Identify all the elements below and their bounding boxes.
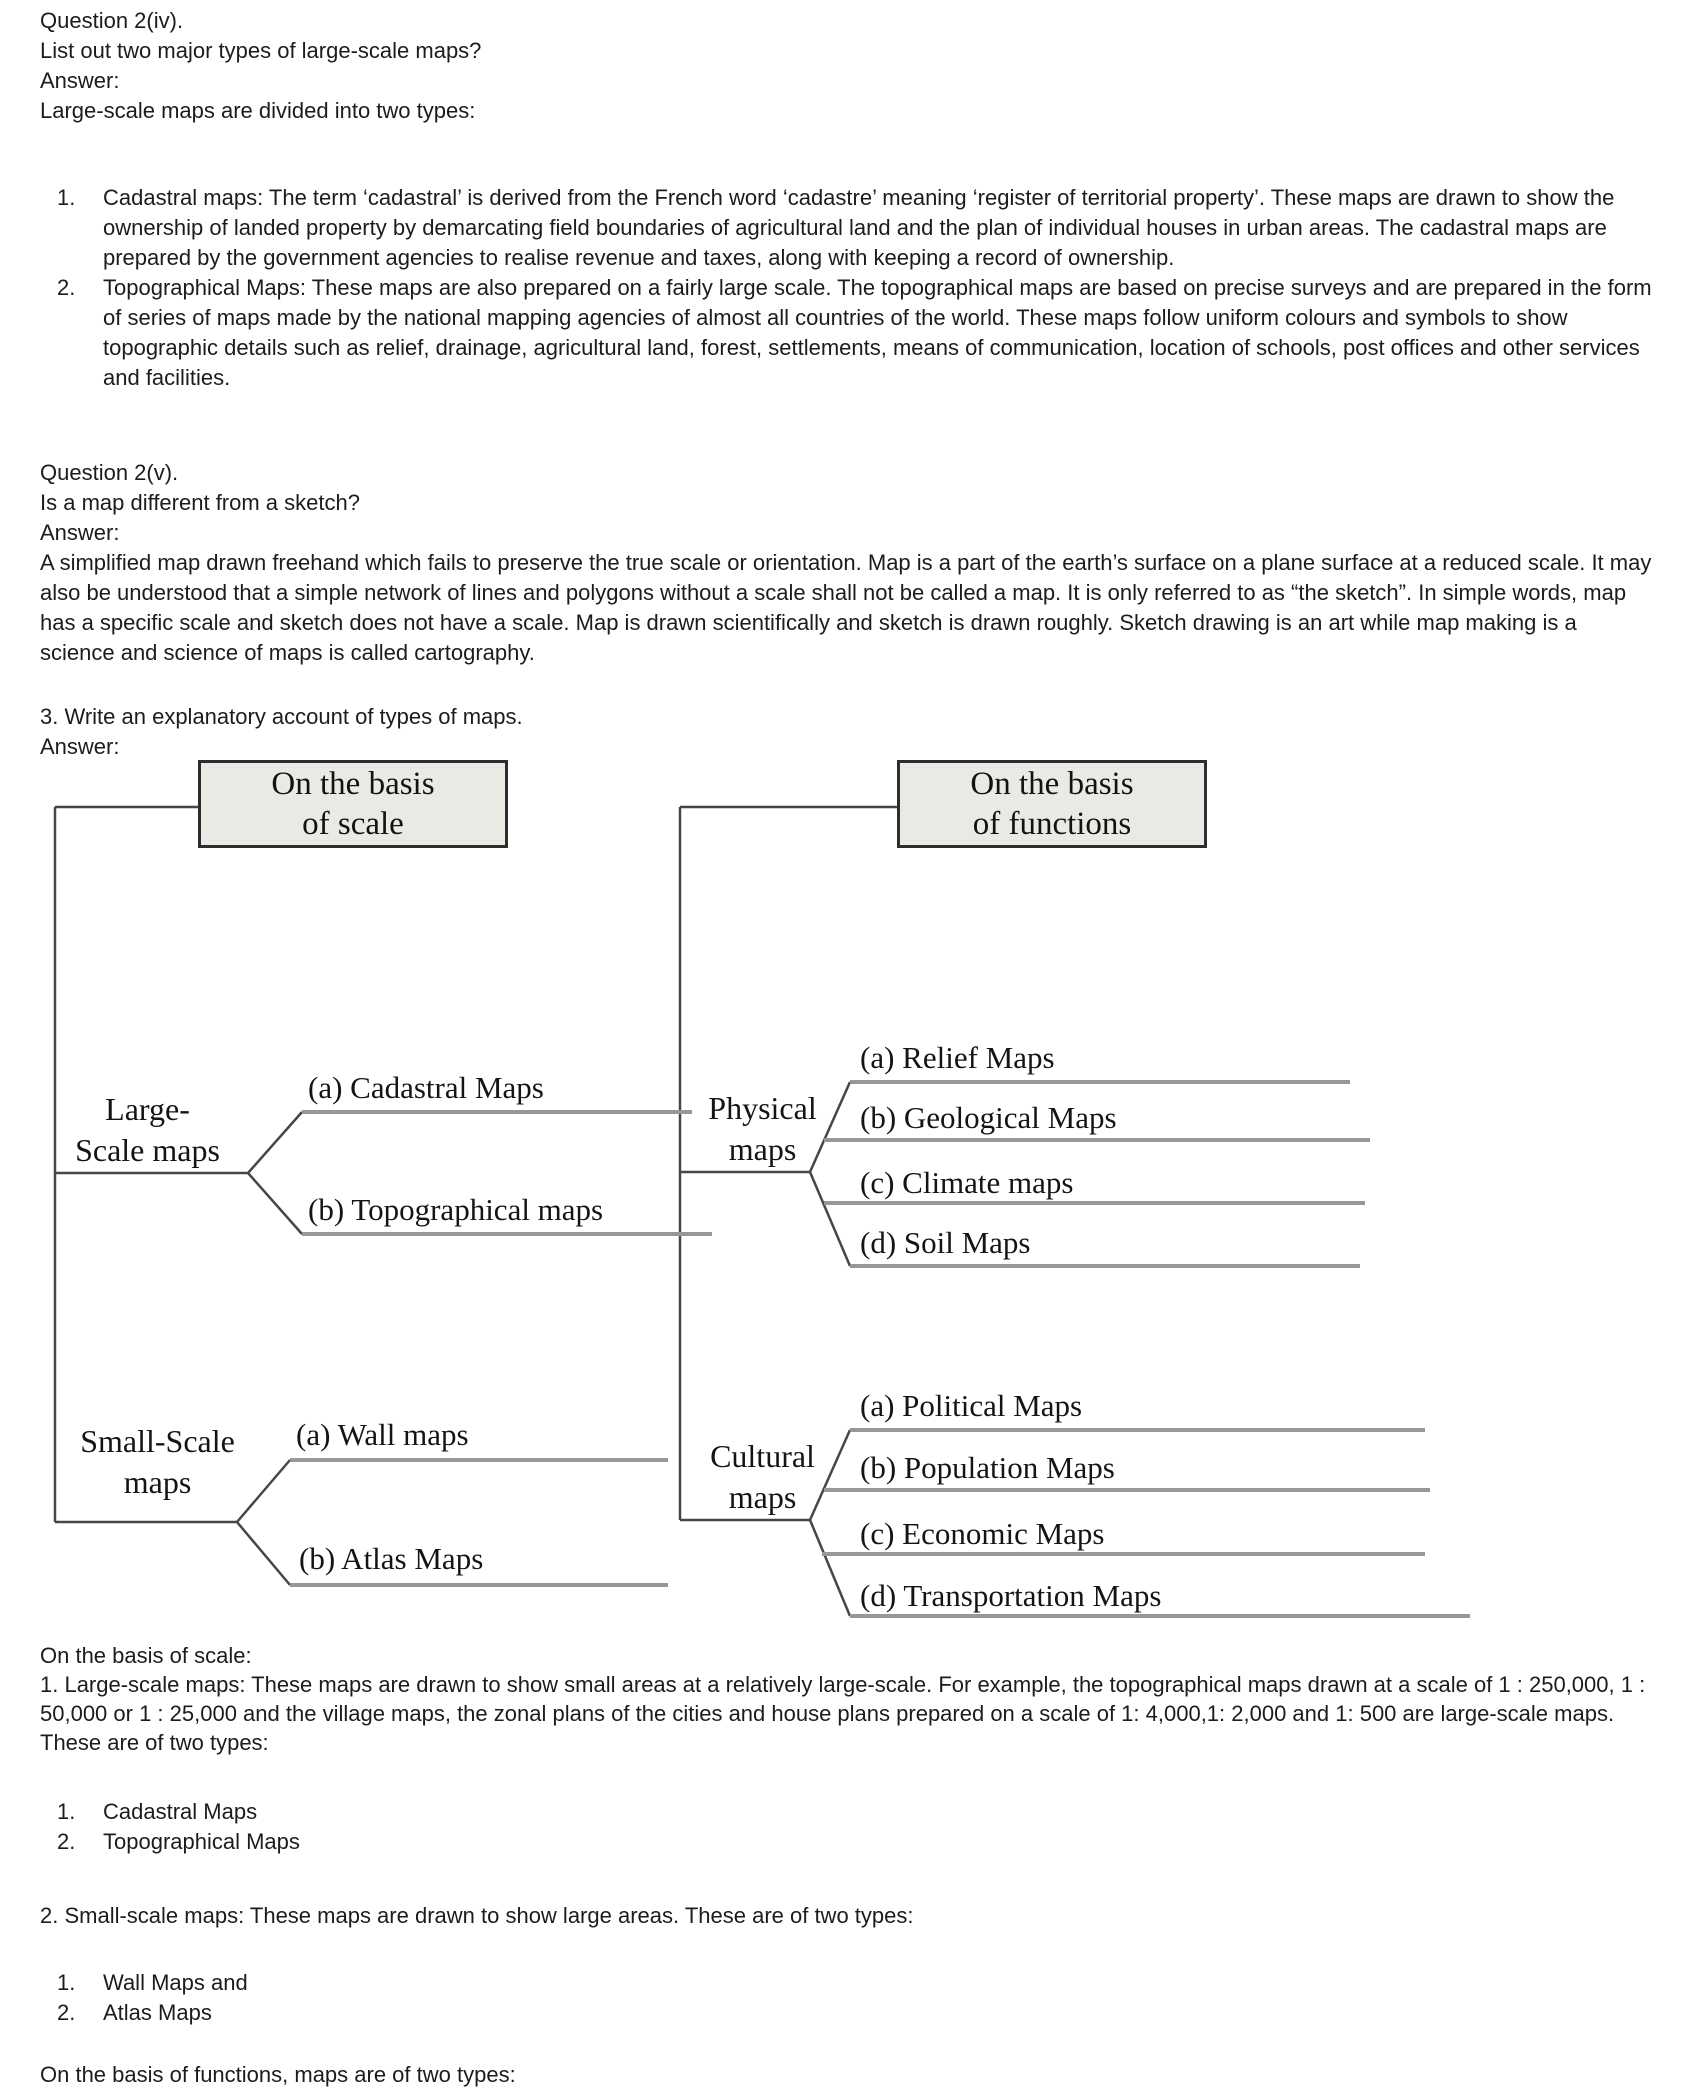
question-3-block [40,702,1655,762]
leaf-climate-maps: (c) Climate maps [860,1165,1074,1200]
question-3-answer-label: Answer: [40,734,120,759]
scale-box-line1: On the basis [271,766,435,802]
functions-intro-line: On the basis of functions, maps are of two types: [40,2062,516,2087]
large-scale-maps-label: Large- Scale maps [75,1091,220,1168]
question-3-heading: 3. Write an explanatory account of types of maps. [40,704,523,729]
question-2v-answer-label: Answer: [40,520,120,545]
question-2v-block [40,458,1655,668]
large-scale-types-list [57,183,1658,393]
leaf-cadastral-maps: (a) Cadastral Maps [308,1070,544,1105]
list-item-cadastral: Cadastral Maps [103,1799,258,1824]
cultural-diagonal-down [810,1520,850,1616]
scale-explanation-block [40,1641,1658,1757]
question-2iv-answer-label: Answer: [40,68,120,93]
on-basis-of-scale-box [198,760,508,848]
leaf-wall-maps: (a) Wall maps [296,1417,469,1452]
list-item-number: 1. [57,1970,76,1995]
leaf-topographical-maps: (b) Topographical maps [308,1192,604,1227]
question-2v-text: Is a map different from a sketch? [40,490,360,515]
list-item-number: 1. [57,1799,76,1824]
leaf-geological-maps: (b) Geological Maps [860,1100,1117,1135]
scale-explanation-heading: On the basis of scale: [40,1643,252,1668]
small-scale-maps-label: Small-Scale maps [80,1423,235,1500]
on-basis-of-functions-box [897,760,1207,848]
scale-box-line2: of scale [302,806,404,842]
list-item-cadastral-maps: Cadastral maps: The term ‘cadastral’ is derived from the French word ‘cadastre’ meaning ‘register of territorial property’. These maps are drawn to show the ownership of landed property by demarcating field boundaries of agricultural land and the plan of individual houses in urban areas. The cadastral maps are prepared by the government agencies to realise revenue and taxes, along with keeping a record of ownership. [103,185,1615,270]
list-item-number: 2. [57,1829,76,1854]
leaf-transportation-maps: (d) Transportation Maps [860,1578,1162,1613]
list-item-number: 2. [57,275,76,300]
functions-box-line1: On the basis [970,766,1134,802]
question-2v-answer-paragraph: A simplified map drawn freehand which fails to preserve the true scale or orientation. Map is a part of the earth’s surface on a plane surface at a reduced scale. It may also be understood that a simple network of lines and polygons without a scale shall not be called a map. It is only referred to as “the sketch”. In simple words, map has a specific scale and sketch does not have a scale. Map is drawn scientifically and sketch is drawn roughly. Sketch drawing is an art while map making is a science and science of maps is called cartography. [40,550,1652,665]
list-item-topographical: Topographical Maps [103,1829,300,1854]
question-2iv-text: List out two major types of large-scale maps? [40,38,482,63]
leaf-relief-maps: (a) Relief Maps [860,1040,1055,1075]
small-scale-type-list [57,1968,1658,2028]
large-scale-diagonal-up [248,1112,302,1173]
large-scale-diagonal-down [248,1173,302,1234]
question-2iv-heading: Question 2(iv). [40,8,184,33]
large-scale-type-list [57,1797,1658,1857]
list-item-atlas-maps: Atlas Maps [103,2000,212,2025]
small-scale-paragraph: 2. Small-scale maps: These maps are drawn to show large areas. These are of two types: [40,1903,914,1928]
question-2iv-block [40,6,1655,126]
small-scale-diagonal-down [237,1522,290,1585]
leaf-atlas-maps: (b) Atlas Maps [299,1541,484,1576]
physical-maps-label: Physical maps [708,1090,817,1167]
large-scale-paragraph: 1. Large-scale maps: These maps are drawn to show small areas at a relatively large-scale. For example, the topographical maps drawn at a scale of 1 : 250,000, 1 : 50,000 or 1 : 25,000 and the village maps, the zonal plans of the cities and house plans prepared on a scale of 1: 4,000,1: 2,000 and 1: 500 are large-scale maps. These are of two types: [40,1672,1646,1755]
list-item-wall-maps: Wall Maps and [103,1970,248,1995]
list-item-number: 2. [57,2000,76,2025]
cultural-maps-label: Cultural maps [710,1438,815,1515]
question-2iv-answer-intro: Large-scale maps are divided into two types: [40,98,476,123]
leaf-soil-maps: (d) Soil Maps [860,1225,1031,1260]
question-2v-heading: Question 2(v). [40,460,179,485]
list-item-topographical-maps: Topographical Maps: These maps are also prepared on a fairly large scale. The topographical maps are based on precise surveys and are prepared in the form of series of maps made by the national mapping agencies of almost all countries of the world. These maps follow uniform colours and symbols to show topographic details such as relief, drainage, agricultural land, forest, settlements, means of communication, location of schools, post offices and other services and facilities. [103,275,1652,390]
types-of-maps-diagram [0,755,1700,1670]
functions-box-line2: of functions [972,806,1132,842]
diagram-lines [0,755,1700,1670]
physical-diagonal-down [810,1172,850,1266]
leaf-economic-maps: (c) Economic Maps [860,1516,1105,1551]
list-item-number: 1. [57,185,76,210]
leaf-political-maps: (a) Political Maps [860,1388,1083,1423]
leaf-population-maps: (b) Population Maps [860,1450,1115,1485]
